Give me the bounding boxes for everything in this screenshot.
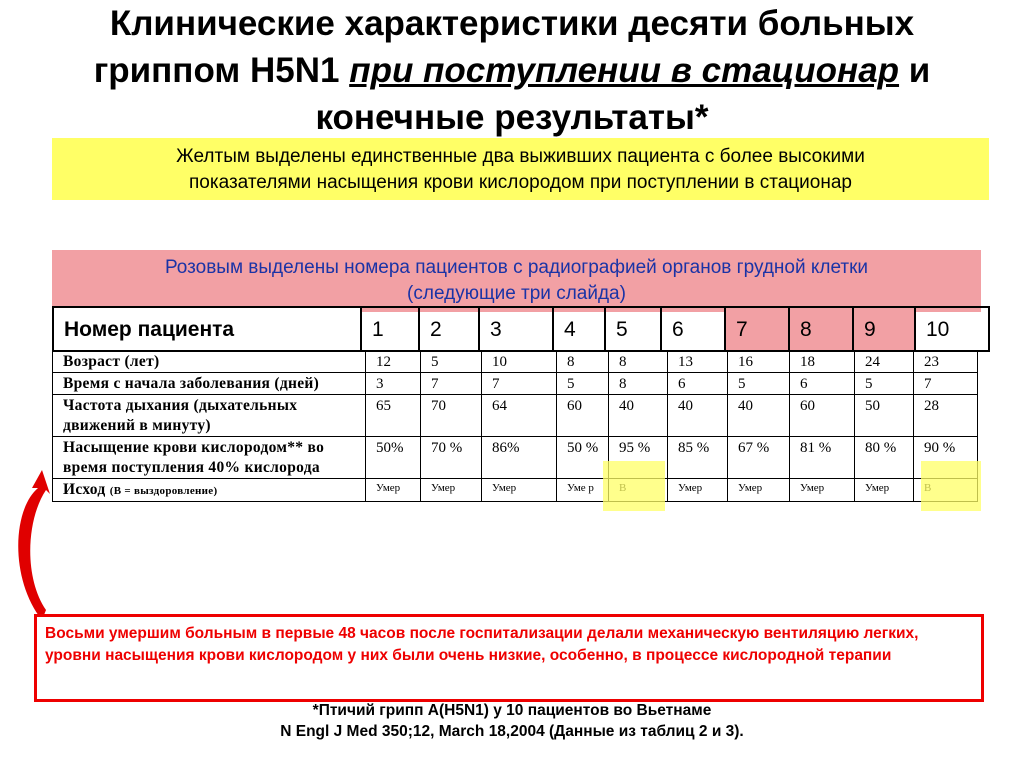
source-footnote	[0, 700, 1024, 742]
age-cell-10: 23	[914, 351, 978, 373]
sat-cell-9: 80 %	[855, 437, 914, 479]
duration-cell-3: 7	[482, 373, 557, 395]
duration-cell-4: 5	[557, 373, 609, 395]
outcome-cell-7: Умер	[728, 479, 790, 502]
outcome-cell-3: Умер	[482, 479, 557, 502]
patient-number-4: 4	[552, 306, 606, 352]
pink-note-line-2: (следующие три слайда)	[407, 283, 626, 304]
sat-cell-7: 67 %	[728, 437, 790, 479]
patient-number-1: 1	[360, 306, 420, 352]
patient-number-2: 2	[418, 306, 480, 352]
title-line-2-pre: гриппом H5N1	[93, 51, 350, 90]
slide-title	[0, 0, 1024, 141]
patient-number-8: 8	[788, 306, 854, 352]
outcome-cell-2: Умер	[421, 479, 482, 502]
yellow-legend-note	[52, 138, 989, 200]
survivor-highlight-patient-10	[921, 461, 981, 511]
age-cell-8: 18	[790, 351, 855, 373]
outcome-cell-9: Умер	[855, 479, 914, 502]
survivor-highlight-patient-5	[603, 461, 665, 511]
age-cell-9: 24	[855, 351, 914, 373]
title-line-2	[0, 47, 1024, 94]
patient-number-10: 10	[914, 306, 990, 352]
duration-cell-10: 7	[914, 373, 978, 395]
table-row-illness-duration	[53, 373, 978, 395]
patient-number-label: Номер пациента	[52, 306, 362, 352]
duration-cell-2: 7	[421, 373, 482, 395]
age-cell-7: 16	[728, 351, 790, 373]
patient-number-3: 3	[478, 306, 554, 352]
title-line-3: конечные результаты*	[315, 98, 709, 137]
row-label-age: Возраст (лет)	[53, 351, 366, 373]
patient-number-header	[52, 306, 990, 352]
sat-cell-6: 85 %	[668, 437, 728, 479]
duration-cell-8: 6	[790, 373, 855, 395]
title-emphasis: при поступлении в стационар	[349, 51, 900, 90]
row-label-outcome	[53, 479, 366, 502]
duration-cell-6: 6	[668, 373, 728, 395]
duration-cell-1: 3	[366, 373, 421, 395]
resp-cell-3: 64	[482, 395, 557, 437]
pink-legend-note	[52, 250, 981, 312]
outcome-legend: (В = выздоровление)	[109, 485, 218, 497]
row-label-oxygen-saturation: Насыщение крови кислородом** во время поступления 40% кислорода	[53, 437, 366, 479]
sat-cell-10: 90 %	[914, 437, 978, 479]
sat-cell-5: 95 %	[609, 437, 668, 479]
table-row-respiratory-rate	[53, 395, 978, 437]
resp-cell-10: 28	[914, 395, 978, 437]
sat-cell-2: 70 %	[421, 437, 482, 479]
sat-cell-8: 81 %	[790, 437, 855, 479]
title-line-1: Клинические характеристики десяти больных	[109, 4, 915, 43]
age-cell-5: 8	[609, 351, 668, 373]
resp-cell-6: 40	[668, 395, 728, 437]
patient-number-5: 5	[604, 306, 662, 352]
age-cell-2: 5	[421, 351, 482, 373]
age-cell-4: 8	[557, 351, 609, 373]
outcome-cell-1: Умер	[366, 479, 421, 502]
resp-cell-1: 65	[366, 395, 421, 437]
yellow-note-line-1: Желтым выделены единственные два выживших пациента с более высокими	[176, 146, 865, 167]
resp-cell-5: 40	[609, 395, 668, 437]
resp-cell-9: 50	[855, 395, 914, 437]
duration-cell-9: 5	[855, 373, 914, 395]
age-cell-6: 13	[668, 351, 728, 373]
outcome-cell-4: Уме р	[557, 479, 609, 502]
pink-note-line-1: Розовым выделены номера пациентов с радиографией органов грудной клетки	[164, 257, 869, 278]
duration-cell-7: 5	[728, 373, 790, 395]
patient-number-9: 9	[852, 306, 916, 352]
row-label-respiratory-rate: Частота дыхания (дыхательных движений в минуту)	[53, 395, 366, 437]
ventilation-note: Восьми умершим больным в первые 48 часов после госпитализации делали механическую вентиляцию легких, уровни насыщения крови кислородом у них были очень низкие, особенно, в процессе кислородной терапии	[34, 614, 984, 702]
row-label-illness-duration: Время с начала заболевания (дней)	[53, 373, 366, 395]
footnote-line-1: *Птичий грипп A(H5N1) у 10 пациентов во Вьетнаме	[312, 702, 712, 719]
curved-arrow-icon	[2, 460, 52, 630]
age-cell-3: 10	[482, 351, 557, 373]
patient-number-6: 6	[660, 306, 726, 352]
table-row-outcome	[53, 479, 978, 502]
footnote-line-2: N Engl J Med 350;12, March 18,2004 (Данные из таблиц 2 и 3).	[280, 723, 744, 740]
patient-number-7: 7	[724, 306, 790, 352]
table-row-oxygen-saturation	[53, 437, 978, 479]
age-cell-1: 12	[366, 351, 421, 373]
clinical-data-table	[52, 350, 978, 502]
table-row-age	[53, 351, 978, 373]
title-line-2-post: и	[899, 51, 931, 90]
resp-cell-7: 40	[728, 395, 790, 437]
duration-cell-5: 8	[609, 373, 668, 395]
sat-cell-1: 50%	[366, 437, 421, 479]
sat-cell-4: 50 %	[557, 437, 609, 479]
resp-cell-8: 60	[790, 395, 855, 437]
yellow-note-line-2: показателями насыщения крови кислородом при поступлении в стационар	[189, 172, 852, 193]
outcome-label: Исход	[63, 481, 106, 498]
resp-cell-4: 60	[557, 395, 609, 437]
outcome-cell-8: Умер	[790, 479, 855, 502]
resp-cell-2: 70	[421, 395, 482, 437]
sat-cell-3: 86%	[482, 437, 557, 479]
outcome-cell-6: Умер	[668, 479, 728, 502]
